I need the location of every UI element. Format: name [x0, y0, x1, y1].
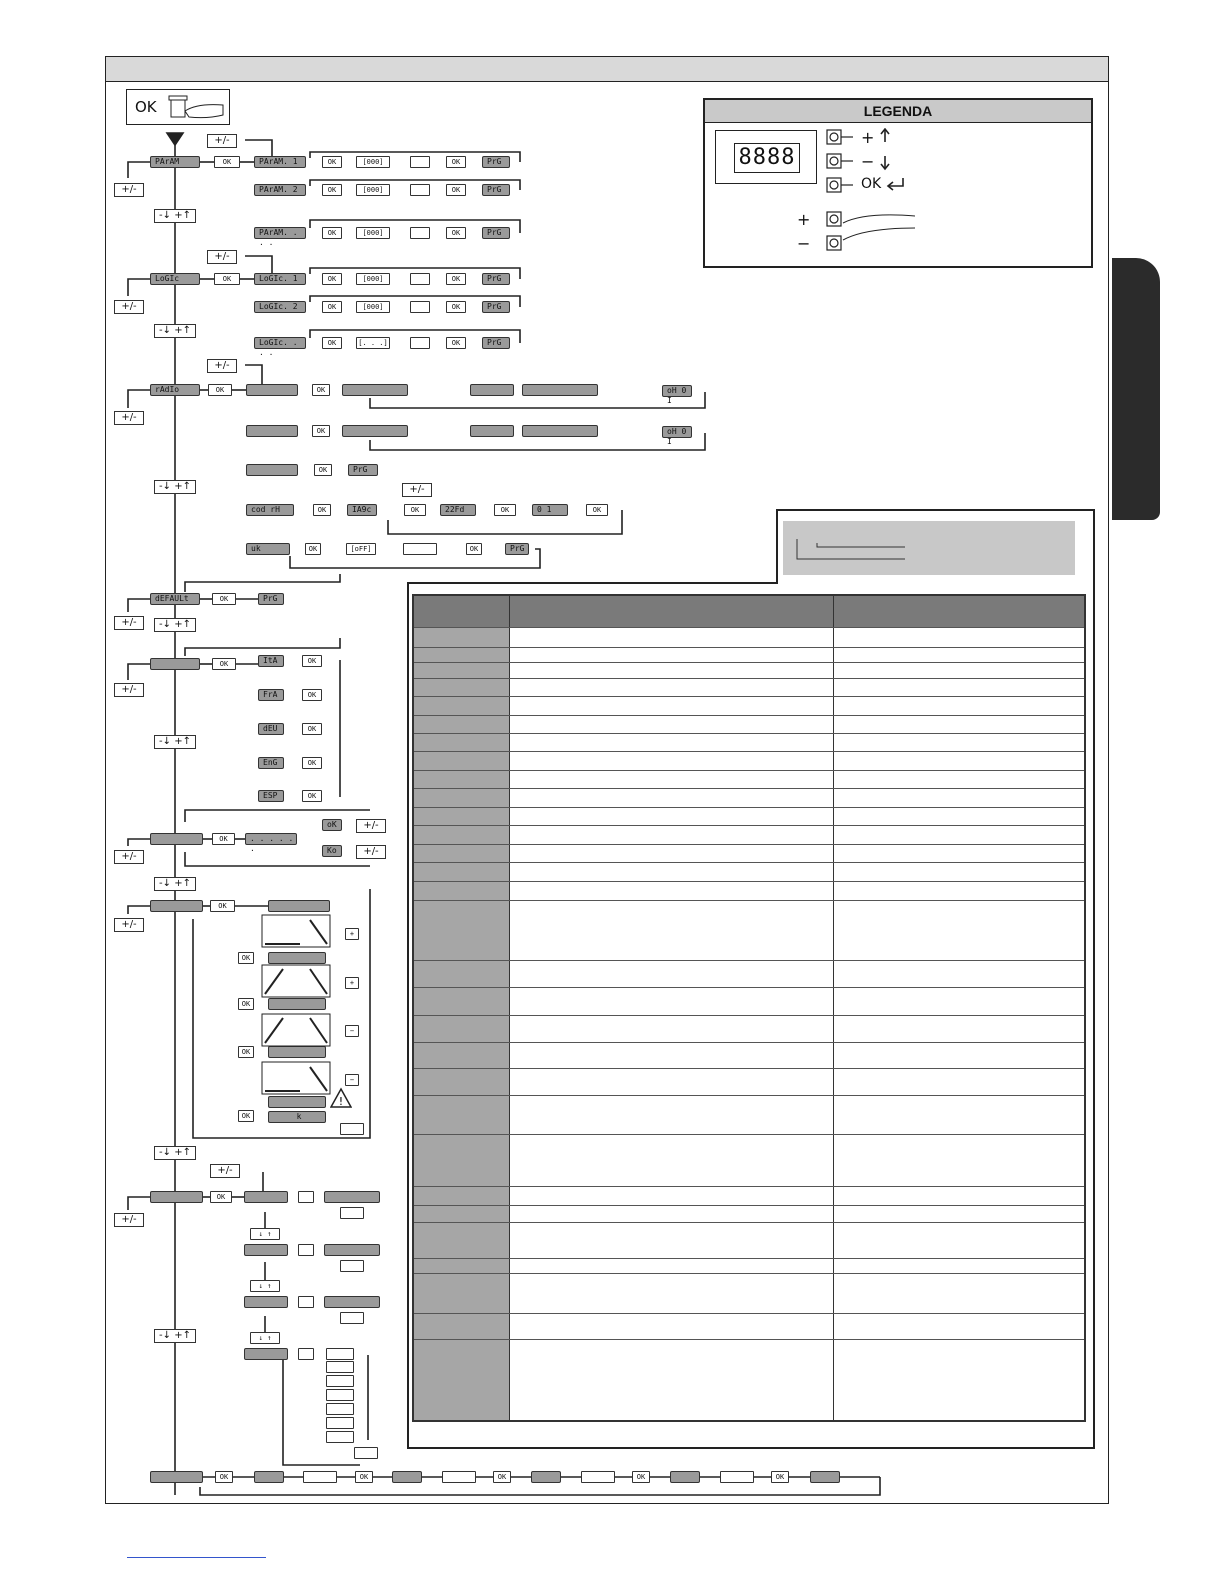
ok-box: OK [355, 1471, 373, 1483]
plus-minus-box: +/- [210, 1164, 240, 1178]
updown-small [326, 1389, 354, 1401]
blank-box [326, 1375, 354, 1387]
row-divider [414, 1222, 1084, 1223]
menu-default[interactable]: dEFAULt [150, 593, 200, 605]
note-box [783, 521, 1075, 575]
plus-minus-box: +/- [114, 183, 144, 197]
prg-box: PrG [482, 273, 510, 285]
updown-box [720, 1471, 754, 1483]
row-divider [414, 1134, 1084, 1135]
row-divider [414, 678, 1084, 679]
column-divider [509, 596, 510, 1420]
note-lines [793, 537, 913, 563]
ok-box: OK [632, 1471, 650, 1483]
logic-item-n[interactable]: LoGIc. . . . [254, 337, 306, 349]
stats-item[interactable] [244, 1348, 288, 1360]
radio-item-2[interactable] [246, 425, 298, 437]
updown-box [442, 1471, 476, 1483]
warning-icon [330, 1087, 352, 1109]
radio-step [470, 384, 514, 396]
ok-box: OK [446, 227, 466, 239]
down-up-box: -↓ +↑ [154, 618, 196, 632]
legend-minus: − [861, 152, 875, 171]
value-box: [000] [356, 227, 390, 239]
ok-box: OK [322, 273, 342, 285]
ok-box: OK [238, 1046, 254, 1058]
legend-panel [703, 98, 1093, 268]
ok-box: OK [313, 504, 331, 516]
gate-diagrams [255, 912, 335, 1102]
ok-box: OK [208, 384, 232, 396]
down-up-box: -↓ +↑ [154, 1146, 196, 1160]
updown-box [410, 156, 430, 168]
legend-ok: OK [861, 176, 882, 192]
prg-box: PrG [348, 464, 378, 476]
row-divider [414, 1068, 1084, 1069]
prg-box: PrG [482, 184, 510, 196]
table-frame-top [407, 582, 778, 584]
ok-box: OK [494, 504, 516, 516]
row-divider [414, 733, 1084, 734]
row-divider [414, 770, 1084, 771]
updown-small [326, 1361, 354, 1373]
plus-minus-box: +/- [114, 683, 144, 697]
menu-param[interactable]: PArAM [150, 156, 200, 168]
blank-box [326, 1348, 354, 1360]
ok-box: OK [302, 689, 322, 701]
plus-minus-box: +/- [207, 134, 237, 148]
ok-box: OK [586, 504, 608, 516]
row-divider [414, 1339, 1084, 1340]
radio-uk[interactable]: uk [246, 543, 290, 555]
ok-box: OK [214, 156, 240, 168]
menu-language[interactable] [150, 658, 200, 670]
value-box: [. . .] [356, 337, 390, 349]
blank-box [340, 1207, 364, 1219]
svg-text:!: ! [338, 1095, 344, 1108]
ok-box: OK [302, 655, 322, 667]
plus-minus-box: +/- [114, 616, 144, 630]
ok-box: OK [446, 156, 466, 168]
radio-step [342, 425, 408, 437]
logic-item-1[interactable]: LoGIc. 1 [254, 273, 306, 285]
ok-box: OK [302, 723, 322, 735]
ok-box: OK [322, 184, 342, 196]
prg-box: PrG [505, 543, 529, 555]
row-divider [414, 960, 1084, 961]
result-ok: oK [322, 819, 342, 831]
lang-deu[interactable]: dEU [258, 723, 284, 735]
down-up-box: -↓ +↑ [154, 877, 196, 891]
updown-box [410, 301, 430, 313]
blank-box [298, 1191, 314, 1203]
ok-box: OK [238, 952, 254, 964]
result-ko: Ko [322, 845, 342, 857]
lang-fra[interactable]: FrA [258, 689, 284, 701]
updown-box [303, 1471, 337, 1483]
row-divider [414, 1205, 1084, 1206]
radio-cod[interactable]: cod rH [246, 504, 294, 516]
value-box: [000] [356, 184, 390, 196]
radio-step [470, 425, 514, 437]
down-up-box: -↓ +↑ [154, 480, 196, 494]
param-item-2[interactable]: PArAM. 2 [254, 184, 306, 196]
ok-box: OK [322, 227, 342, 239]
table-first-column [414, 627, 509, 1420]
parameter-table [412, 594, 1086, 1422]
row-divider [414, 987, 1084, 988]
ok-confirm-box: oH 0 I [662, 426, 692, 438]
plus-minus-box: +/- [207, 250, 237, 264]
stats-value [324, 1296, 380, 1308]
row-divider [414, 900, 1084, 901]
row-divider [414, 844, 1084, 845]
code-box: 22Fd [440, 504, 476, 516]
legend-buttons [825, 128, 915, 278]
row-divider [414, 1015, 1084, 1016]
menu-logic[interactable]: LoGIc [150, 273, 200, 285]
end-box [340, 1123, 364, 1135]
limit-k: k [268, 1111, 326, 1123]
plus-minus-box: +/- [114, 918, 144, 932]
row-divider [414, 751, 1084, 752]
ok-box: OK [212, 658, 236, 670]
down-up-box: -↓ +↑ [154, 324, 196, 338]
value-box: [000] [356, 301, 390, 313]
plus-box: + [345, 977, 359, 989]
row-divider [414, 1095, 1084, 1096]
ok-box: OK [212, 833, 235, 845]
footer-link-line[interactable] [127, 1557, 266, 1558]
minus-box: − [345, 1074, 359, 1086]
ok-box: OK [305, 543, 321, 555]
prg-box: PrG [482, 301, 510, 313]
plus-minus-box: +/- [114, 1213, 144, 1227]
prg-box: PrG [482, 227, 510, 239]
row-divider [414, 715, 1084, 716]
updown-box [410, 273, 430, 285]
ok-box: OK [238, 998, 254, 1010]
pw-digit [810, 1471, 840, 1483]
blank-box [354, 1447, 378, 1459]
ok-box: OK [210, 1191, 232, 1203]
plus-minus-box: +/- [114, 300, 144, 314]
ok-box: OK [322, 301, 342, 313]
off-box: [oFF] [346, 543, 376, 555]
menu-stats[interactable] [150, 1191, 203, 1203]
radio-item-1[interactable] [246, 384, 298, 396]
row-divider [414, 788, 1084, 789]
plus-box: + [345, 928, 359, 940]
prg-box: PrG [258, 593, 284, 605]
prg-box: PrG [482, 337, 510, 349]
limit-step [268, 900, 330, 912]
radio-item-3[interactable] [246, 464, 298, 476]
value-box: [000] [356, 156, 390, 168]
legend-plus-2: + [797, 210, 811, 229]
ok-box: OK [446, 337, 466, 349]
ok-box: OK [215, 1471, 233, 1483]
menu-radio[interactable]: rAdIo [150, 384, 200, 396]
legend-display: 8888 [734, 143, 800, 173]
updown-box [410, 184, 430, 196]
plus-minus-box: +/- [114, 411, 144, 425]
ok-box: OK [446, 184, 466, 196]
down-up-box: ↓ ↑ [250, 1228, 280, 1240]
ok-box: OK [312, 425, 330, 437]
autoset-progress: . . . . . . [245, 833, 297, 845]
row-divider [414, 1186, 1084, 1187]
stats-value [324, 1244, 380, 1256]
ok-box: OK [493, 1471, 511, 1483]
row-divider [414, 696, 1084, 697]
blank-box [298, 1296, 314, 1308]
column-divider [833, 596, 834, 1420]
code-box: IA9c [347, 504, 377, 516]
blank-box [326, 1431, 354, 1443]
pw-digit [392, 1471, 422, 1483]
updown-box [403, 543, 437, 555]
stats-value [324, 1191, 380, 1203]
row-divider [414, 825, 1084, 826]
ok-box: OK [302, 790, 322, 802]
code-box: 0 1 [532, 504, 568, 516]
blank-box [326, 1403, 354, 1415]
row-divider [414, 807, 1084, 808]
plus-minus-box: +/- [114, 850, 144, 864]
row-divider [414, 1042, 1084, 1043]
menu-password[interactable] [150, 1471, 203, 1483]
lang-eng[interactable]: EnG [258, 757, 284, 769]
lang-ita[interactable]: ItA [258, 655, 284, 667]
updown-small [326, 1417, 354, 1429]
plus-minus-box: +/- [356, 819, 386, 833]
row-divider [414, 862, 1084, 863]
ok-box: OK [404, 504, 426, 516]
plus-minus-box: +/- [402, 483, 432, 497]
radio-step [522, 425, 598, 437]
blank-box [340, 1260, 364, 1272]
prg-box: PrG [482, 156, 510, 168]
down-up-box: -↓ +↑ [154, 209, 196, 223]
plus-minus-box: +/- [356, 845, 386, 859]
ok-box: OK [210, 900, 235, 912]
menu-autoset[interactable] [150, 833, 203, 845]
ok-start-label: OK [135, 98, 157, 116]
updown-box [581, 1471, 615, 1483]
stats-item[interactable] [244, 1191, 288, 1203]
blank-box [298, 1244, 314, 1256]
row-divider [414, 1313, 1084, 1314]
blank-box [298, 1348, 314, 1360]
ok-box: OK [312, 384, 330, 396]
stats-item[interactable] [244, 1296, 288, 1308]
pw-digit [670, 1471, 700, 1483]
param-item-n[interactable]: PArAM. . . . [254, 227, 306, 239]
menu-limits[interactable] [150, 900, 203, 912]
ok-box: OK [446, 273, 466, 285]
row-divider [414, 881, 1084, 882]
ok-box: OK [466, 543, 482, 555]
logic-item-2[interactable]: LoGIc. 2 [254, 301, 306, 313]
lang-esp[interactable]: ESP [258, 790, 284, 802]
blank-box [340, 1312, 364, 1324]
legend-display-frame [715, 130, 817, 184]
plus-minus-box: +/- [207, 359, 237, 373]
legend-plus: + [861, 128, 875, 147]
stats-item[interactable] [244, 1244, 288, 1256]
down-up-box: -↓ +↑ [154, 735, 196, 749]
ok-confirm-box: oH 0 I [662, 385, 692, 397]
row-divider [414, 627, 1084, 628]
row-divider [414, 647, 1084, 648]
param-item-1[interactable]: PArAM. 1 [254, 156, 306, 168]
ok-box: OK [314, 464, 332, 476]
row-divider [414, 1273, 1084, 1274]
pw-digit [531, 1471, 561, 1483]
value-box: [000] [356, 273, 390, 285]
down-up-box: ↓ ↑ [250, 1332, 280, 1344]
legend-title: LEGENDA [705, 100, 1091, 123]
ok-box: OK [238, 1110, 254, 1122]
down-up-box: ↓ ↑ [250, 1280, 280, 1292]
radio-step [522, 384, 598, 396]
row-divider [414, 1258, 1084, 1259]
ok-box: OK [214, 273, 240, 285]
ok-box: OK [302, 757, 322, 769]
radio-step [342, 384, 408, 396]
updown-box [410, 227, 430, 239]
ok-box: OK [322, 156, 342, 168]
table-header [414, 596, 1084, 627]
updown-box [410, 337, 430, 349]
ok-box: OK [322, 337, 342, 349]
legend-minus-2: − [797, 234, 811, 253]
minus-box: − [345, 1025, 359, 1037]
ok-box: OK [771, 1471, 789, 1483]
pw-digit [254, 1471, 284, 1483]
ok-box: OK [446, 301, 466, 313]
down-up-box: -↓ +↑ [154, 1329, 196, 1343]
ok-box: OK [212, 593, 236, 605]
row-divider [414, 662, 1084, 663]
